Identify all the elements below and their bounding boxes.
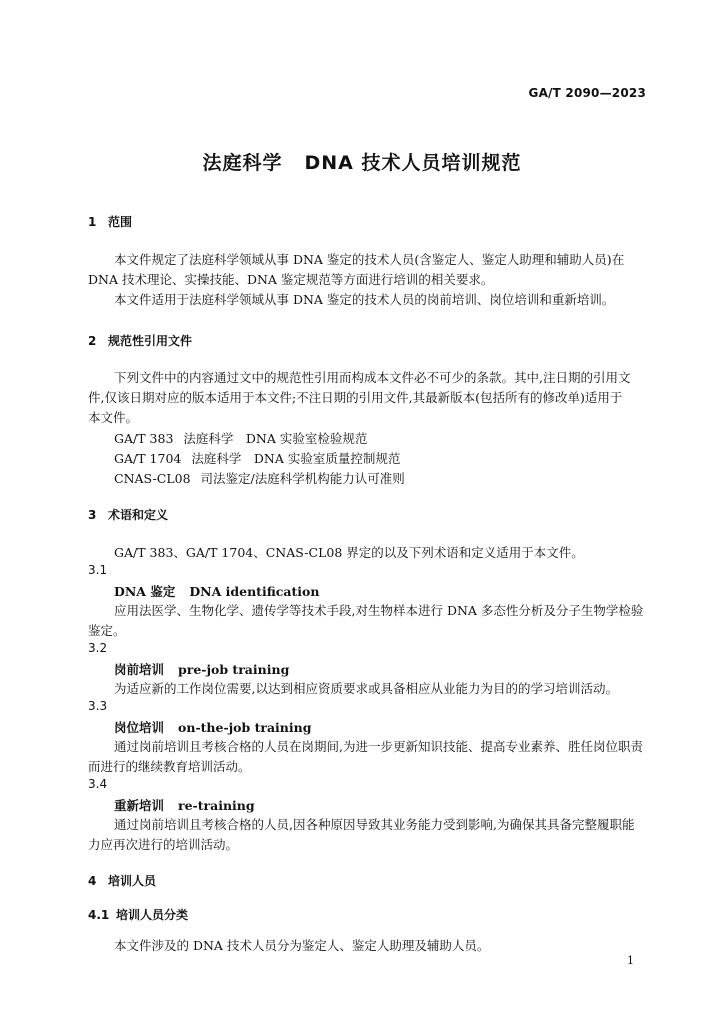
section-1-para-1-line-1: 本文件规定了法庭科学领域从事 DNA 鉴定的技术人员(含鉴定人、鉴定人助理和辅助人员)在: [114, 252, 625, 267]
section-3-heading: 3 术语和定义: [88, 508, 169, 522]
standard-code: GA/T 2090—2023: [528, 86, 646, 100]
page-number: 1: [627, 954, 634, 967]
section-2-heading: 2 规范性引用文件: [88, 334, 193, 348]
title-part-1: 法庭科学: [202, 152, 283, 174]
term-definition-line-1: 应用法医学、生物化学、遗传学等技术手段,对生物样本进行 DNA 多态性分析及分子生物学检验: [114, 603, 644, 618]
section-1-para-1-line-2: DNA 技术理论、实操技能、DNA 鉴定规范等方面进行培训的相关要求。: [88, 272, 494, 287]
term-definition-line-2: 鉴定。: [88, 623, 126, 638]
section-4-1-heading: 4.1 培训人员分类: [88, 908, 189, 922]
term-title: 岗位培训 on-the-job training: [114, 720, 312, 735]
term-definition-line-1: 通过岗前培训且考核合格的人员在岗期间,为进一步更新知识技能、提高专业素养、胜任岗位职责: [114, 739, 643, 754]
section-1-para-2: 本文件适用于法庭科学领域从事 DNA 鉴定的技术人员的岗前培训、岗位培训和重新培训。: [114, 292, 615, 307]
title-part-2: DNA 技术人员培训规范: [304, 152, 522, 174]
term-number: 3.3: [88, 699, 108, 713]
reference-item: CNAS-CL08 司法鉴定/法庭科学机构能力认可准则: [114, 471, 405, 486]
section-2-para-line-1: 下列文件中的内容通过文中的规范性引用而构成本文件必不可少的条款。其中,注日期的引用文: [114, 370, 631, 385]
term-title: 岗前培训 pre-job training: [114, 662, 290, 677]
term-definition-line-2: 而进行的继续教育培训活动。: [88, 759, 251, 774]
term-definition-line-2: 力应再次进行的培训活动。: [88, 837, 239, 852]
term-definition-line-1: 为适应新的工作岗位需要,以达到相应资质要求或具备相应从业能力为目的的学习培训活动。: [114, 681, 618, 696]
section-4-1-para: 本文件涉及的 DNA 技术人员分为鉴定人、鉴定人助理及辅助人员。: [114, 938, 490, 953]
term-title: DNA 鉴定 DNA identification: [114, 584, 320, 599]
section-4-heading: 4 培训人员: [88, 874, 157, 888]
section-2-para-line-3: 本文件。: [88, 410, 139, 425]
term-number: 3.1: [88, 563, 108, 577]
section-2-para-line-2: 件,仅该日期对应的版本适用于本文件;不注日期的引用文件,其最新版本(包括所有的修改单)适用于: [88, 390, 623, 405]
term-number: 3.2: [88, 641, 108, 655]
term-number: 3.4: [88, 777, 108, 791]
section-1-heading: 1 范围: [88, 215, 133, 229]
section-3-intro: GA/T 383、GA/T 1704、CNAS-CL08 界定的以及下列术语和定义适用于本文件。: [114, 545, 584, 560]
term-definition-line-1: 通过岗前培训且考核合格的人员,因各种原因导致其业务能力受到影响,为确保其具备完整履职能: [114, 817, 635, 832]
reference-item: GA/T 1704 法庭科学 DNA 实验室质量控制规范: [114, 451, 401, 466]
reference-item: GA/T 383 法庭科学 DNA 实验室检验规范: [114, 431, 368, 446]
document-title: [0, 148, 724, 175]
term-title: 重新培训 re-training: [114, 798, 255, 813]
